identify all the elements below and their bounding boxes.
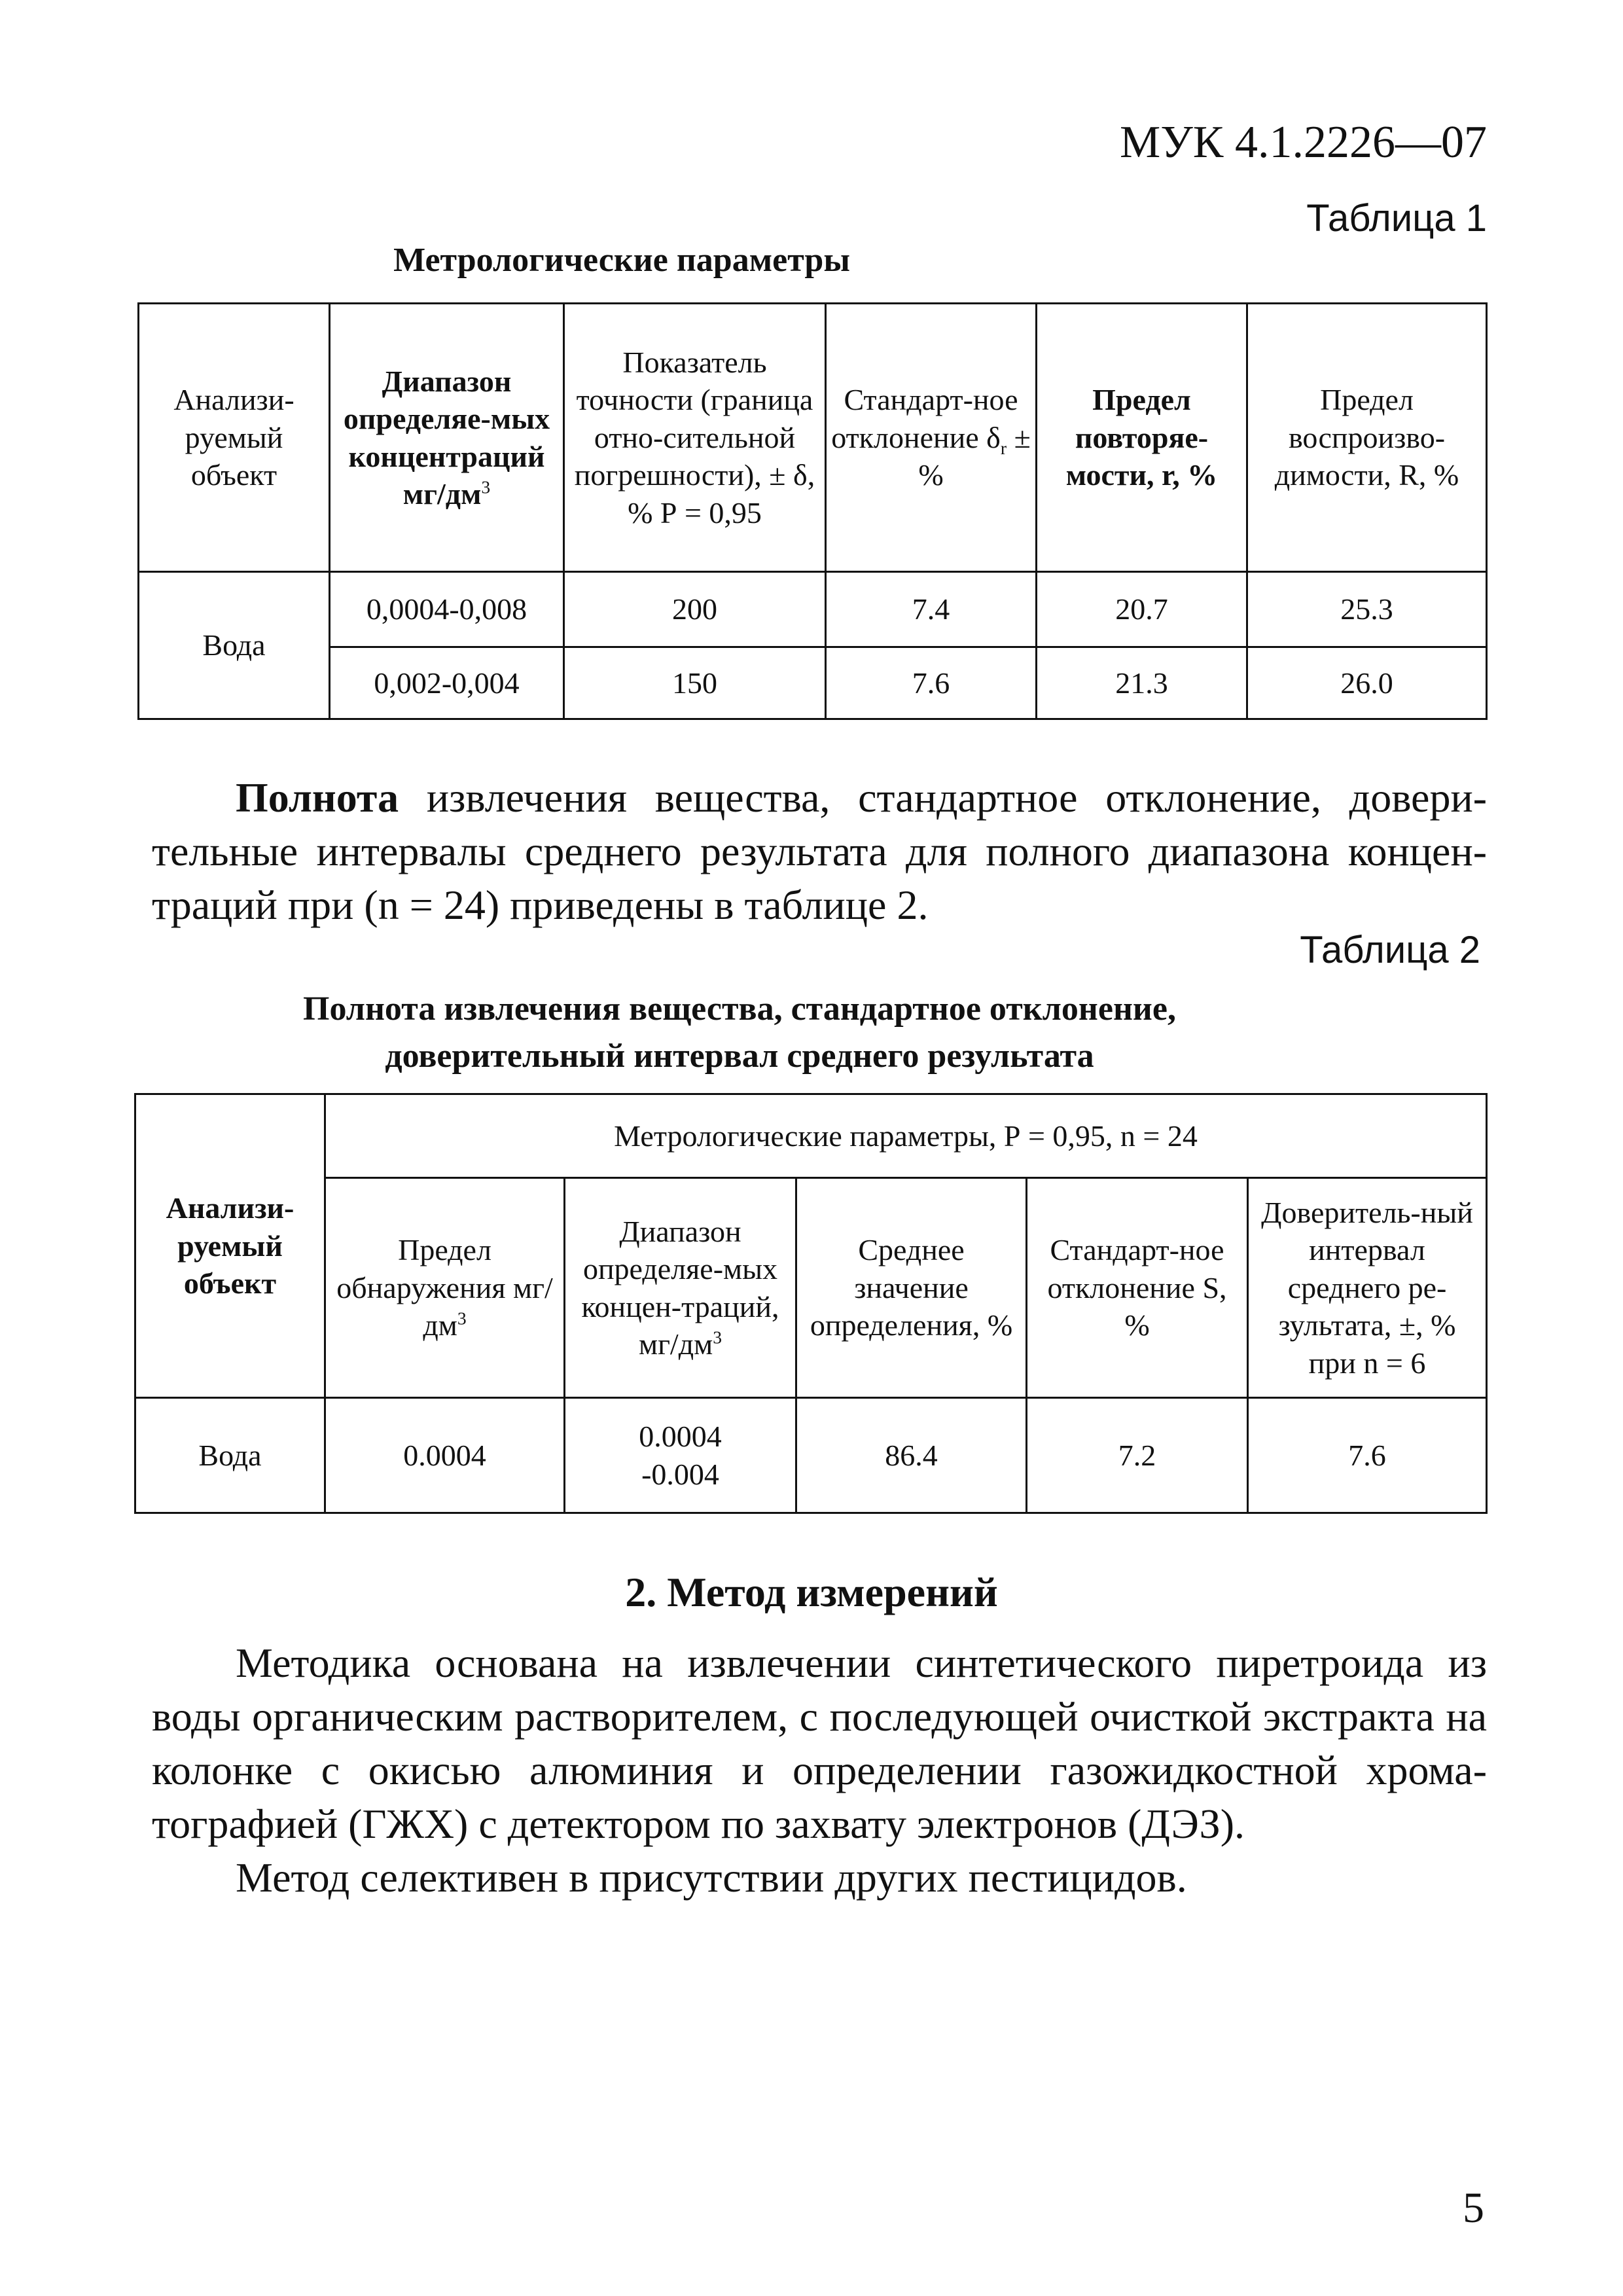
header-text: Предел обнаружения мг/дм — [336, 1233, 553, 1342]
table1-title: Метрологические параметры — [393, 242, 850, 279]
recovery-table — [134, 1093, 1488, 1514]
section-body — [152, 1636, 1487, 1905]
header-cell: Показатель точности (граница отно-сительной погрешности), ± δ, % Р = 0,95 — [564, 304, 826, 572]
table-cell: 86.4 — [796, 1398, 1027, 1513]
table-cell: 0.0004 — [325, 1398, 565, 1513]
header-cell: Предел повторяе-мости, r, % — [1037, 304, 1247, 572]
object-cell: Вода — [135, 1398, 325, 1513]
table-header-row — [139, 304, 1487, 572]
unit-superscript: 3 — [481, 476, 491, 497]
table-header-row — [135, 1094, 1487, 1178]
header-text: Диапазон определяе-мых концен-траций, мг/дм — [581, 1214, 779, 1361]
header-cell: Анализи-руемый объект — [139, 304, 330, 572]
paragraph-text: извлечения вещества, стандартное отклонение, довери-тельные интервалы среднего результата для полного диапазона концен-траций при (n = 24) приведены в таблице 2. — [152, 774, 1487, 928]
table2-title-line2: доверительный интервал среднего результата — [385, 1037, 1094, 1075]
selectivity-paragraph: Метод селективен в присутствии других пестицидов. — [236, 1854, 1187, 1901]
metrology-table — [137, 302, 1488, 720]
header-cell — [826, 304, 1037, 572]
table-row — [135, 1398, 1487, 1513]
header-cell: Среднее значение определения, % — [796, 1178, 1027, 1398]
header-cell: Анализи-руемый объект — [135, 1094, 325, 1398]
table-cell: 0,002-0,004 — [330, 647, 564, 719]
table-cell: 7.2 — [1027, 1398, 1248, 1513]
method-paragraph: Методика основана на извлечении синтетического пиретроида из воды органическим растворителем, с последующей очисткой экстракта на колонке с окисью алюминия и определении газожидкостной хрома-тографией (ГЖХ) с детектором по захвату электронов (ДЭЗ). — [152, 1640, 1487, 1847]
table-cell: 25.3 — [1247, 572, 1487, 647]
table-cell: 200 — [564, 572, 826, 647]
table-cell: 20.7 — [1037, 572, 1247, 647]
table2-title-line1: Полнота извлечения вещества, стандартное отклонение, — [303, 990, 1176, 1028]
table-row — [139, 647, 1487, 719]
header-suffix: ± % — [918, 420, 1031, 492]
table-row — [139, 572, 1487, 647]
table2-label: Таблица 2 — [1300, 929, 1480, 971]
table-cell: 150 — [564, 647, 826, 719]
std-subscript: r — [1000, 437, 1007, 458]
header-cell: Предел воспроизво-димости, R, % — [1247, 304, 1487, 572]
table-cell: 7.6 — [826, 647, 1037, 719]
header-cell — [565, 1178, 796, 1398]
document-code: МУК 4.1.2226—07 — [1120, 117, 1487, 168]
paragraph-lead: Полнота — [236, 774, 399, 821]
range-line: 0.0004 — [639, 1420, 722, 1453]
range-line: -0.004 — [641, 1457, 719, 1491]
table-cell — [565, 1398, 796, 1513]
unit-superscript: 3 — [457, 1308, 467, 1329]
table-cell: 7.6 — [1248, 1398, 1487, 1513]
table-cell: 7.4 — [826, 572, 1037, 647]
table-cell: 21.3 — [1037, 647, 1247, 719]
header-cell — [325, 1178, 565, 1398]
header-text: Диапазон определяе-мых концентраций мг/дм — [343, 364, 550, 511]
paragraph-recovery — [152, 771, 1487, 932]
object-cell: Вода — [139, 572, 330, 719]
group-header-cell: Метрологические параметры, Р = 0,95, n = 24 — [325, 1094, 1487, 1178]
header-text: Стандарт-ное отклонение δ — [831, 383, 1018, 454]
header-cell — [330, 304, 564, 572]
header-cell: Доверитель-ный интервал среднего ре-зультата, ±, % при n = 6 — [1248, 1178, 1487, 1398]
table-header-row — [135, 1178, 1487, 1398]
table-cell: 0,0004-0,008 — [330, 572, 564, 647]
header-cell: Стандарт-ное отклонение S, % — [1027, 1178, 1248, 1398]
page-number: 5 — [1463, 2184, 1484, 2232]
table-cell: 26.0 — [1247, 647, 1487, 719]
table1-label: Таблица 1 — [1306, 197, 1487, 240]
unit-superscript: 3 — [713, 1327, 722, 1348]
section-heading: 2. Метод измерений — [625, 1569, 998, 1615]
